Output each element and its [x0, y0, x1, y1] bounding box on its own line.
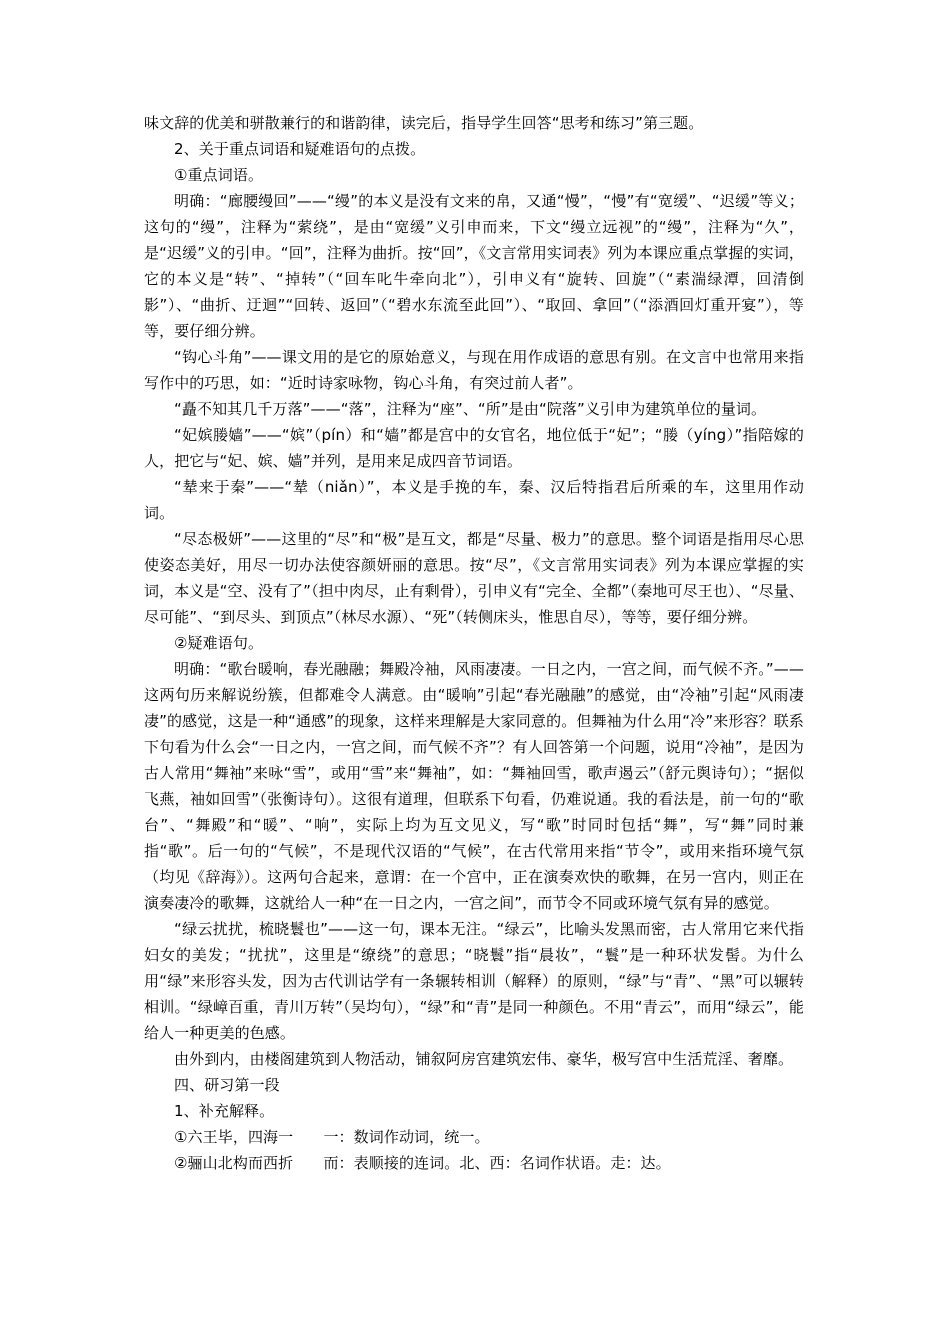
section-heading-first-paragraph: 四、研习第一段 — [174, 1076, 280, 1094]
paragraph-gouxin: “钩心斗角”——课文用的是它的原始意义，与现在用作成语的意思有别。在文言中也常用来指写作中的巧思，如：“近时诗家咏物，钩心斗角，有突过前人者”。 — [144, 348, 804, 392]
paragraph-summary: 由外到内，由楼阁建筑到人物活动，铺叙阿房宫建筑宏伟、豪华，极写宫中生活荒淫、奢靡。 — [174, 1050, 794, 1068]
paragraph-chu: “矗不知其几千万落”——“落”，注释为“座”、“所”是由“院落”义引申为建筑单位的量词。 — [174, 400, 767, 418]
paragraph-langyao: 明确：“廊腰缦回”——“缦”的本义是没有文来的帛，又通“慢”，“慢”有“宽缓”、“迟缓”等义；这句的“缦”，注释为“萦绕”，是由“宽缓”义引申而来，下文“缦立远视”的“缦”，注释为“久”，是“迟缓”义的引申。“回”，注释为曲折。按“回”，《文言常用实词表》列为本课应重点掌握的实词，它的本义是“转”、“掉转”（“回车叱牛牵向北”），引申义有“旋转、回旋”（“素湍绿潭，回清倒影”）、“曲折、迂迴”“回转、返回”（“碧水东流至此回”）、“取回、拿回”（“添酒回灯重开宴”），等等，要仔细分辨。 — [144, 192, 804, 340]
paragraph-lvyun: “绿云扰扰，梳晓鬟也”——这一句，课本无注。“绿云”，比喻头发黑而密，古人常用它来代指妇女的美发；“扰扰”，这里是“缭绕”的意思；“晓鬟”指“晨妆”，“鬟”是一种环状发髻。为什么用“绿”来形容头发，因为古代训诂学有一条辗转相训（解释）的原则，“绿”与“青”、“黑”可以辗转相训。“绿嶂百重，青川万转”（吴均句），“绿”和“青”是同一种颜色。不用“青云”，而用“绿云”，能给人一种更美的色感。 — [144, 920, 804, 1042]
subheading-difficult-sentences: ②疑难语句。 — [174, 634, 264, 652]
paragraph-jintai: “尽态极妍”——这里的“尽”和“极”是互文，都是“尽量、极力”的意思。整个词语是指用尽心思使姿态美好，用尽一切办法使容颜妍丽的意思。按“尽”，《文言常用实词表》列为本课应掌握的实词，本义是“空、没有了”（担中肉尽，止有剩骨），引申义有“完全、全都”（秦地可尽王也）、“尽量、尽可能”、“到尽头、到顶点”（林尽水源）、“死”（转侧床头，惟思自尽），等等，要仔细分辨。 — [144, 530, 804, 626]
section-heading-key-words: 2、关于重点词语和疑难语句的点拨。 — [174, 140, 426, 158]
list-item: ①六王毕，四海一 一：数词作动词，统一。 — [174, 1128, 490, 1146]
list-item: ②骊山北构而西折 而：表顺接的连词。北、西：名词作状语。走：达。 — [174, 1154, 671, 1172]
document-body — [144, 110, 804, 1176]
paragraph-continuation: 味文辞的优美和骈散兼行的和谐韵律，读完后，指导学生回答“思考和练习”第三题。 — [144, 114, 704, 132]
paragraph-nian: “辇来于秦”——“辇（niǎn）”，本义是手挽的车，秦、汉后特指君后所乘的车，这里用作动词。 — [144, 478, 804, 522]
paragraph-feipin: “妃嫔媵嫱”——“嫔”（pín）和“嫱”都是宫中的女官名，地位低于“妃”；“媵（yíng）”指陪嫁的人，把它与“妃、嫔、嫱”并列，是用来足成四音节词语。 — [144, 426, 804, 470]
subheading-key-words: ①重点词语。 — [174, 166, 264, 184]
paragraph-getai: 明确：“歌台暖响，春光融融；舞殿冷袖，风雨凄凄。一日之内，一宫之间，而气候不齐。”——这两句历来解说纷簇，但都难令人满意。由“暖响”引起“春光融融”的感觉，由“冷袖”引起“风雨凄凄”的感觉，这是一种“通感”的现象，这样来理解是大家同意的。但舞袖为什么用“冷”来形容？联系下句看为什么会“一日之内，一宫之间，而气候不齐”？有人回答第一个问题，说用“冷袖”，是因为古人常用“舞袖”来咏“雪”，或用“雪”来“舞袖”，如：“舞袖回雪，歌声遏云”（舒元舆诗句）；“据似飞燕，袖如回雪”（张衡诗句）。这很有道理，但联系下句看，仍难说通。我的看法是，前一句的“歌台”、“舞殿”和“暖”、“响”，实际上均为互文见义，写“歌”时同时包括“舞”，写“舞”同时兼指“歌”。后一句的“气候”，不是现代汉语的“气候”，在古代常用来指“节令”，或用来指环境气氛（均见《辞海》）。这两句合起来，意谓：在一个宫中，正在演奏欢快的歌舞，在另一宫内，则正在演奏凄冷的歌舞，这就给人一种“在一日之内，一宫之间”，而节令不同或环境气氛有异的感觉。 — [144, 660, 804, 912]
subheading-explanations: 1、补充解释。 — [174, 1102, 275, 1120]
